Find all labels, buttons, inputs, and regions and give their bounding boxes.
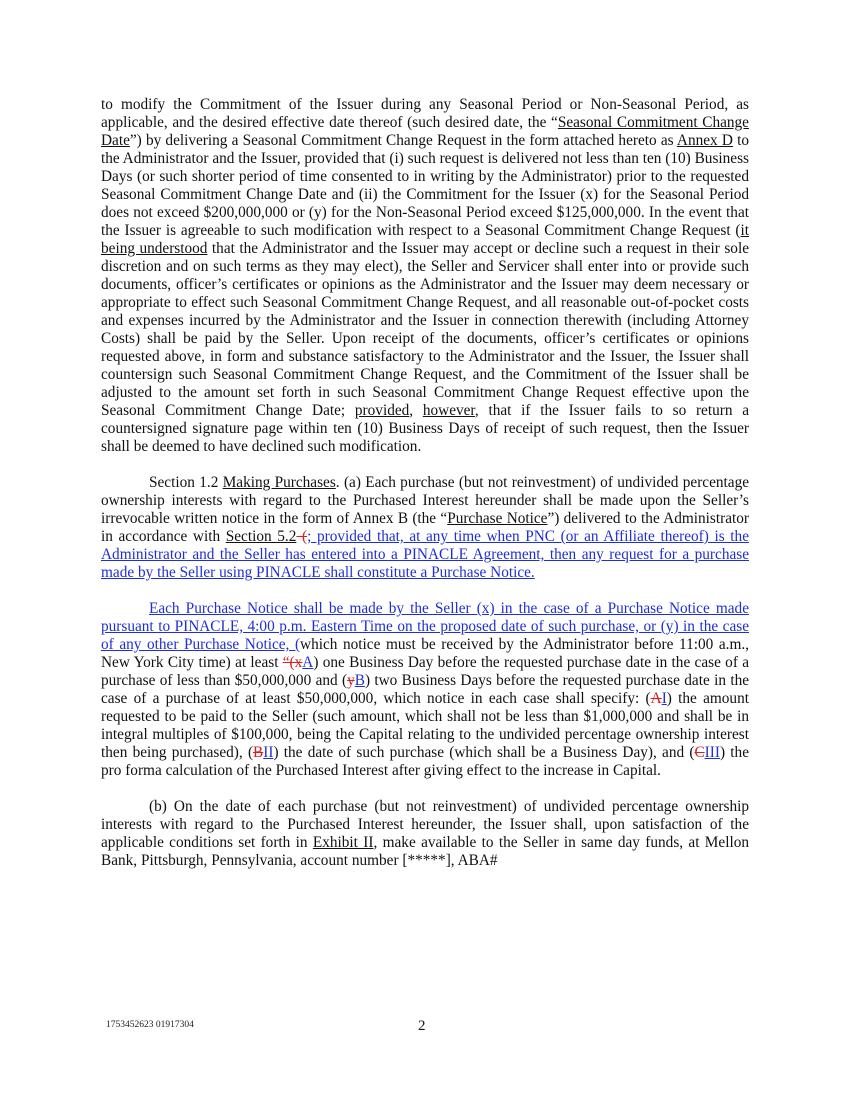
inserted-text: I <box>661 690 667 707</box>
text-run: to the Administrator and the Issuer, provided that (i) such request is delivered not less than ten (10) Business Days (or such shorter period of time consented to in writing by the Administrator) prior to the requested Seasonal Commitment Change Date and (ii) the Commitment for the Issuer (x) for the Seasonal Period does not exceed $200,000,000 or (y) for the Non-Seasonal Period exceed $125,000,000. In the event that the Issuer is agreeable to such modification with respect to a Seasonal Commitment Change Request ( <box>101 132 749 239</box>
page-number: 2 <box>418 1018 426 1034</box>
text-run: , that if the Issuer fails to so return a countersigned signature page within ten (10) Business Days of receipt of such request, then the Issuer shall be deemed to have declined such modification. <box>101 402 749 455</box>
text-run: , make available to the Seller in same day funds, at Mellon Bank, Pittsburgh, Pennsylvania, account number [*****], ABA# <box>101 834 749 869</box>
deleted-text: ( <box>296 528 308 545</box>
text-run: to modify the Commitment of the Issuer during any Seasonal Period or Non-Seasonal Period, as applicable, and the desired effective date thereof (such desired date, the “ <box>101 96 749 131</box>
paragraph-commitment-change <box>101 96 749 456</box>
text-run: . (a) Each purchase (but not reinvestment) of undivided percentage ownership interests with regard to the Purchased Interest hereunder shall be made upon the Seller’s irrevocable written notice in the form of Annex B (the “ <box>101 474 750 527</box>
deleted-text: y <box>347 672 355 689</box>
inserted-text: B <box>354 672 365 689</box>
deleted-text: A <box>650 690 662 707</box>
annex-reference: Annex D <box>676 132 733 149</box>
paragraph-section-1-2 <box>101 474 749 582</box>
text-run: ”) by delivering a Seasonal Commitment Change Request in the form attached hereto as <box>129 132 677 149</box>
text-run: ) two Business Days before the requested purchase date in the case of a purchase of at least $50,000,000, which notice in each case shall specify: ( <box>101 672 750 707</box>
deleted-text: C <box>694 744 705 761</box>
text-run: , <box>409 402 423 419</box>
inserted-text: ; provided that, at any time when PNC (or an Affiliate thereof) is the Administrator and the Seller has entered into a PINACLE Agreement, then any request for a purchase made by the Seller using PINACLE shall constitute a Purchase Notice. <box>101 528 749 581</box>
inserted-text: Each Purchase Notice shall be made by the Seller (x) in the case of a Purchase Notice made pursuant to PINACLE, 4:00 p.m. Eastern Time on the proposed date of such purchase, or (y) in the case of any other Purchase Notice, ( <box>101 600 749 653</box>
emphasis-term: provided <box>354 402 410 419</box>
text-run: ) the pro forma calculation of the Purchased Interest after giving effect to the increase in Capital. <box>101 744 749 779</box>
exhibit-reference: Exhibit II <box>312 834 374 851</box>
paragraph-purchase-funding <box>101 798 749 870</box>
defined-term: Purchase Notice <box>447 510 548 527</box>
text-run: ) the date of such purchase (which shall be a Business Day), and ( <box>273 744 695 761</box>
text-run: which notice must be received by the Administrator before 11:00 a.m., New York City time) at least <box>101 636 749 671</box>
text-run: that the Administrator and the Issuer may accept or decline such a request in their sole discretion and on such terms as they may elect), the Seller and Servicer shall enter into or provide such documents, officer’s certificates or opinions as the Administrator and the Issuer may deem necessary or appropriate to effect such Seasonal Commitment Change Request, and all reasonable out-of-pocket costs and expenses incurred by the Administrator and the Issuer in connection therewith (including Attorney Costs) shall be paid by the Seller. Upon receipt of the documents, officer’s certificates or opinions requested above, in form and substance satisfactory to the Administrator and the Issuer, the Issuer shall countersign such Seasonal Commitment Change Request, and the Commitment of the Issuer shall be adjusted to the amount set forth in such Seasonal Commitment Change Request effective upon the Seasonal Commitment Change Date; <box>101 240 749 419</box>
text-run: (b) On the date of each purchase (but not reinvestment) of undivided percentage ownership interests with regard to the Purchased Interest hereunder, the Issuer shall, upon satisfaction of the applicable conditions set forth in <box>101 798 749 851</box>
emphasis-term: however <box>422 402 475 419</box>
text-run: ) one Business Day before the requested purchase date in the case of a purchase of less than $50,000,000 and ( <box>101 654 749 689</box>
deleted-text: “(x <box>282 654 303 671</box>
text-run: ) the amount requested to be paid to the Seller (such amount, which shall not be less than $1,000,000 and shall be in integral multiples of $100,000, being the Capital relating to the undivided percentage ownership interest then being purchased), ( <box>101 690 749 761</box>
defined-term: Seasonal Commitment Change Date <box>101 114 749 149</box>
inserted-text: A <box>302 654 314 671</box>
text-run: ”) delivered to the Administrator in accordance with <box>101 510 750 545</box>
document-body <box>101 96 749 870</box>
deleted-text: B <box>253 744 264 761</box>
section-number: Section 1.2 <box>149 474 223 491</box>
section-heading: Making Purchases <box>222 474 336 491</box>
section-reference: Section 5.2 <box>225 528 297 545</box>
paragraph-purchase-notice-timing <box>101 600 749 780</box>
inserted-text: III <box>704 744 720 761</box>
document-id: 1753452623 01917304 <box>106 1020 194 1030</box>
inserted-text: II <box>263 744 274 761</box>
emphasis-term: it being understood <box>101 222 749 257</box>
